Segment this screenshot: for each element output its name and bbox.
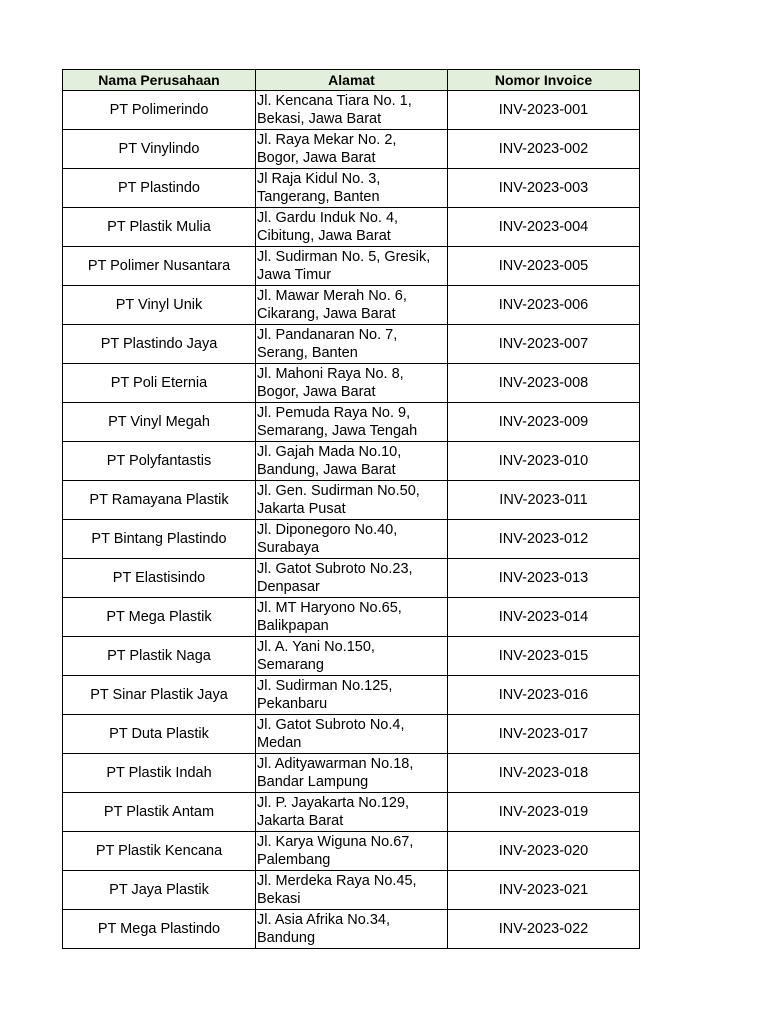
table-row <box>63 325 640 364</box>
invoice-number-cell: INV-2023-016 <box>448 676 640 715</box>
company-name-cell: PT Jaya Plastik <box>63 871 256 910</box>
company-name-cell: PT Sinar Plastik Jaya <box>63 676 256 715</box>
address-cell: Jl. Kencana Tiara No. 1, Bekasi, Jawa Barat <box>256 91 448 130</box>
invoice-number-cell: INV-2023-014 <box>448 598 640 637</box>
table-row <box>63 559 640 598</box>
table-row <box>63 442 640 481</box>
address-cell: Jl. Pemuda Raya No. 9, Semarang, Jawa Tengah <box>256 403 448 442</box>
table-row <box>63 676 640 715</box>
address-cell: Jl. P. Jayakarta No.129, Jakarta Barat <box>256 793 448 832</box>
address-cell: Jl. Gajah Mada No.10, Bandung, Jawa Barat <box>256 442 448 481</box>
address-cell: Jl. Mahoni Raya No. 8, Bogor, Jawa Barat <box>256 364 448 403</box>
column-header-company: Nama Perusahaan <box>63 70 256 91</box>
column-header-invoice: Nomor Invoice <box>448 70 640 91</box>
table-row <box>63 637 640 676</box>
company-name-cell: PT Ramayana Plastik <box>63 481 256 520</box>
invoice-number-cell: INV-2023-015 <box>448 637 640 676</box>
table-row <box>63 130 640 169</box>
invoice-number-cell: INV-2023-010 <box>448 442 640 481</box>
invoice-sheet <box>62 69 640 949</box>
table-row <box>63 247 640 286</box>
invoice-number-cell: INV-2023-004 <box>448 208 640 247</box>
company-name-cell: PT Vinyl Unik <box>63 286 256 325</box>
address-cell: Jl. Gatot Subroto No.23, Denpasar <box>256 559 448 598</box>
company-name-cell: PT Polimer Nusantara <box>63 247 256 286</box>
table-row <box>63 520 640 559</box>
address-cell: Jl. Karya Wiguna No.67, Palembang <box>256 832 448 871</box>
invoice-number-cell: INV-2023-011 <box>448 481 640 520</box>
address-cell: Jl. MT Haryono No.65, Balikpapan <box>256 598 448 637</box>
invoice-number-cell: INV-2023-009 <box>448 403 640 442</box>
invoice-number-cell: INV-2023-019 <box>448 793 640 832</box>
company-name-cell: PT Plastik Kencana <box>63 832 256 871</box>
column-header-address: Alamat <box>256 70 448 91</box>
table-body <box>63 91 640 949</box>
invoice-number-cell: INV-2023-007 <box>448 325 640 364</box>
table-header <box>63 70 640 91</box>
address-cell: Jl. Sudirman No. 5, Gresik, Jawa Timur <box>256 247 448 286</box>
company-name-cell: PT Plastindo <box>63 169 256 208</box>
invoice-number-cell: INV-2023-017 <box>448 715 640 754</box>
address-cell: Jl. Pandanaran No. 7, Serang, Banten <box>256 325 448 364</box>
table-row <box>63 793 640 832</box>
table-row <box>63 754 640 793</box>
table-row <box>63 871 640 910</box>
address-cell: Jl. Adityawarman No.18, Bandar Lampung <box>256 754 448 793</box>
company-name-cell: PT Mega Plastik <box>63 598 256 637</box>
address-cell: Jl. Mawar Merah No. 6, Cikarang, Jawa Barat <box>256 286 448 325</box>
invoice-number-cell: INV-2023-021 <box>448 871 640 910</box>
company-name-cell: PT Vinyl Megah <box>63 403 256 442</box>
invoice-number-cell: INV-2023-018 <box>448 754 640 793</box>
company-name-cell: PT Plastik Mulia <box>63 208 256 247</box>
invoice-number-cell: INV-2023-006 <box>448 286 640 325</box>
address-cell: Jl. Gen. Sudirman No.50, Jakarta Pusat <box>256 481 448 520</box>
invoice-number-cell: INV-2023-008 <box>448 364 640 403</box>
table-row <box>63 364 640 403</box>
address-cell: Jl. Asia Afrika No.34, Bandung <box>256 910 448 949</box>
invoice-number-cell: INV-2023-001 <box>448 91 640 130</box>
address-cell: Jl. Merdeka Raya No.45, Bekasi <box>256 871 448 910</box>
address-cell: Jl. Diponegoro No.40, Surabaya <box>256 520 448 559</box>
table-row <box>63 169 640 208</box>
table-row <box>63 91 640 130</box>
address-cell: Jl. Sudirman No.125, Pekanbaru <box>256 676 448 715</box>
table-row <box>63 208 640 247</box>
table-row <box>63 715 640 754</box>
invoice-number-cell: INV-2023-002 <box>448 130 640 169</box>
table-row <box>63 910 640 949</box>
header-row <box>63 70 640 91</box>
invoice-number-cell: INV-2023-013 <box>448 559 640 598</box>
company-name-cell: PT Plastik Naga <box>63 637 256 676</box>
invoice-number-cell: INV-2023-022 <box>448 910 640 949</box>
address-cell: Jl. A. Yani No.150, Semarang <box>256 637 448 676</box>
company-name-cell: PT Polyfantastis <box>63 442 256 481</box>
company-name-cell: PT Polimerindo <box>63 91 256 130</box>
table-row <box>63 286 640 325</box>
address-cell: Jl. Raya Mekar No. 2, Bogor, Jawa Barat <box>256 130 448 169</box>
invoice-number-cell: INV-2023-020 <box>448 832 640 871</box>
company-name-cell: PT Plastik Antam <box>63 793 256 832</box>
invoice-number-cell: INV-2023-003 <box>448 169 640 208</box>
company-name-cell: PT Poli Eternia <box>63 364 256 403</box>
company-name-cell: PT Bintang Plastindo <box>63 520 256 559</box>
invoice-table <box>62 69 640 949</box>
company-name-cell: PT Elastisindo <box>63 559 256 598</box>
table-row <box>63 481 640 520</box>
company-name-cell: PT Plastik Indah <box>63 754 256 793</box>
address-cell: Jl Raja Kidul No. 3, Tangerang, Banten <box>256 169 448 208</box>
company-name-cell: PT Vinylindo <box>63 130 256 169</box>
company-name-cell: PT Duta Plastik <box>63 715 256 754</box>
table-row <box>63 832 640 871</box>
address-cell: Jl. Gatot Subroto No.4, Medan <box>256 715 448 754</box>
table-row <box>63 403 640 442</box>
invoice-number-cell: INV-2023-005 <box>448 247 640 286</box>
table-row <box>63 598 640 637</box>
address-cell: Jl. Gardu Induk No. 4, Cibitung, Jawa Barat <box>256 208 448 247</box>
invoice-number-cell: INV-2023-012 <box>448 520 640 559</box>
company-name-cell: PT Plastindo Jaya <box>63 325 256 364</box>
company-name-cell: PT Mega Plastindo <box>63 910 256 949</box>
